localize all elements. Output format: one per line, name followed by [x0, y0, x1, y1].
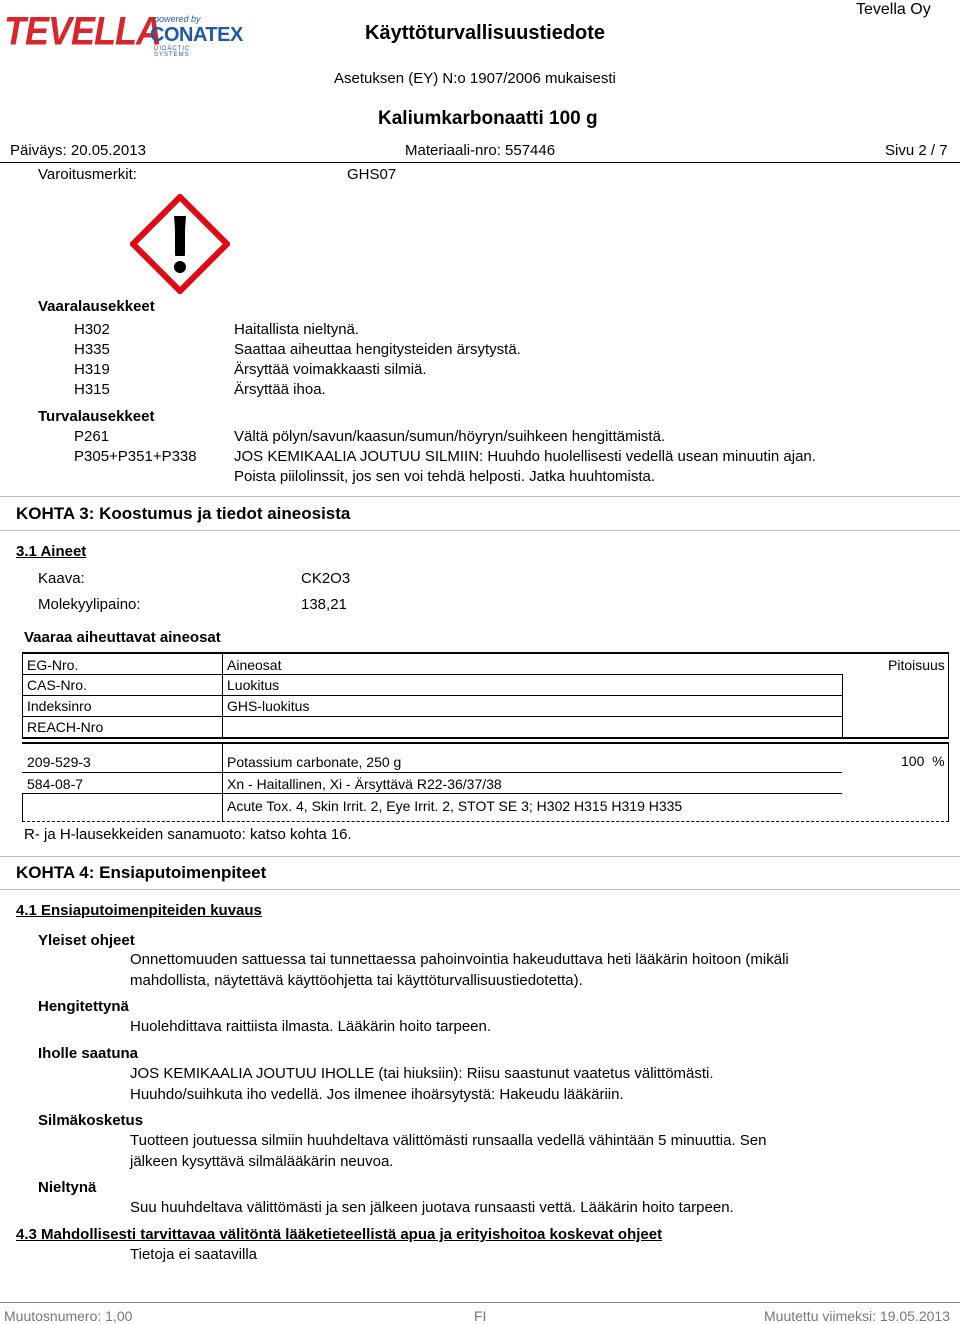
h-text: Haitallista nieltynä.	[234, 321, 360, 338]
section-divider	[0, 530, 960, 531]
logo-brand: CONATEX	[150, 24, 243, 46]
table-header-cell: Aineosat	[227, 657, 282, 673]
table-header-cell: CAS-Nro.	[27, 677, 87, 693]
p-code: P261	[74, 428, 110, 445]
h-code: H319	[74, 361, 110, 378]
first-aid-block-title: Silmäkosketus	[38, 1112, 144, 1129]
component-name: Potassium carbonate, 250 g	[227, 754, 402, 770]
table-rule	[222, 772, 842, 773]
company-name: Tevella Oy	[856, 1, 931, 18]
table-border	[948, 652, 949, 738]
first-aid-block-title: Iholle saatuna	[38, 1045, 139, 1062]
first-aid-text: Tuotteen joutuessa silmiin huuhdeltava välittömästi runsaalla vedellä vähintään 5 minuuttia. Sen	[130, 1132, 767, 1149]
first-aid-block-title: Hengitettynä	[38, 998, 129, 1015]
h-text: Ärsyttää ihoa.	[234, 381, 326, 398]
first-aid-text: Onnettomuuden sattuessa tai tunnettaessa pahoinvointia hakeuduttava heti lääkärin hoitoon (mikäli	[130, 951, 789, 968]
exclamation-mark-diamond-icon	[130, 194, 230, 294]
section-divider	[0, 856, 960, 857]
hazardous-components-title: Vaaraa aiheuttavat aineosat	[24, 629, 221, 646]
table-rule	[222, 674, 842, 675]
table-border	[842, 674, 843, 738]
h-code: H335	[74, 341, 110, 358]
table-rule	[22, 674, 222, 675]
table-rule	[22, 793, 222, 794]
first-aid-text: JOS KEMIKAALIA JOUTUU IHOLLE (tai hiuksiin): Riisu saastunut vaatetus välittömästi.	[130, 1065, 714, 1082]
h-code: H302	[74, 321, 110, 338]
table-rule	[22, 772, 222, 773]
precautionary-statements-title: Turvalausekkeet	[38, 408, 155, 425]
page-number: Sivu 2 / 7	[885, 142, 948, 159]
first-aid-subtitle: 4.1 Ensiaputoimenpiteiden kuvaus	[16, 902, 262, 919]
formula-value: CK2O3	[301, 570, 351, 587]
table-rule	[22, 695, 222, 696]
issue-date: Päiväys: 20.05.2013	[10, 142, 146, 159]
section-divider	[0, 496, 960, 497]
table-rule	[22, 737, 949, 739]
table-header-cell: Luokitus	[227, 677, 280, 693]
document-title: Käyttöturvallisuustiedote	[365, 22, 606, 44]
logo-wordmark: TEVELLA	[4, 8, 162, 54]
table-header-cell: REACH-Nro	[27, 719, 104, 735]
logo-powered-by: powered by	[154, 14, 201, 24]
table-rule	[22, 652, 949, 654]
product-name: Kaliumkarbonaatti 100 g	[378, 108, 598, 129]
first-aid-block-title: Yleiset ohjeet	[38, 932, 135, 949]
h-text: Saattaa aiheuttaa hengitysteiden ärsytystä.	[234, 341, 521, 358]
regulation-text: Asetuksen (EY) N:o 1907/2006 mukaisesti	[334, 70, 616, 87]
table-border	[222, 742, 223, 822]
molecular-weight-label: Molekyylipaino:	[38, 596, 141, 613]
first-aid-text: Huuhdo/suihkuta iho vedellä. Jos ilmenee ihoärsytystä: Hakeudu lääkäriin.	[130, 1086, 624, 1103]
substances-subtitle: 3.1 Aineet	[16, 543, 87, 560]
section-4-title: KOHTA 4: Ensiaputoimenpiteet	[16, 863, 267, 882]
medical-attention-subtitle: 4.3 Mahdollisesti tarvittavaa välitöntä lääketieteellistä apua ja erityishoitoa koskevat ohjeet	[16, 1226, 663, 1243]
statements-note: R- ja H-lausekkeiden sanamuoto: katso kohta 16.	[24, 826, 352, 843]
table-rule	[222, 793, 842, 794]
eg-number: 209-529-3	[27, 754, 91, 770]
component-concentration: 100 %	[901, 753, 945, 769]
table-header-cell: Pitoisuus	[888, 657, 945, 673]
first-aid-text: jälkeen kysyttävä silmälääkärin neuvoa.	[130, 1153, 394, 1170]
first-aid-text: Suu huuhdeltava välittömästi ja sen jälkeen juotava runsaasti vettä. Lääkärin hoito tarpeen.	[130, 1199, 734, 1216]
p-text: Vältä pölyn/savun/kaasun/sumun/höyryn/suihkeen hengittämistä.	[234, 428, 666, 445]
header-divider	[0, 162, 960, 163]
table-rule	[22, 820, 949, 822]
table-border	[948, 742, 949, 822]
molecular-weight-value: 138,21	[301, 596, 347, 613]
hazard-symbols-label: Varoitusmerkit:	[38, 166, 137, 183]
p-text: Poista piilolinssit, jos sen voi tehdä helposti. Jatka huuhtomista.	[234, 468, 656, 485]
last-modified: Muutettu viimeksi: 19.05.2013	[764, 1308, 950, 1324]
component-ghs-classification: Acute Tox. 4, Skin Irrit. 2, Eye Irrit. 2, STOT SE 3; H302 H315 H319 H335	[227, 798, 683, 814]
h-text: Ärsyttää voimakkaasti silmiä.	[234, 361, 427, 378]
table-rule	[222, 716, 842, 717]
h-code: H315	[74, 381, 110, 398]
table-rule	[22, 742, 949, 744]
logo-tagline: DIDACTIC SYSTEMS	[154, 46, 191, 58]
section-3-title: KOHTA 3: Koostumus ja tiedot aineosista	[16, 504, 351, 523]
footer-divider	[0, 1302, 960, 1303]
cas-number: 584-08-7	[27, 776, 84, 792]
hazard-code: GHS07	[347, 166, 397, 183]
company-logo	[4, 8, 243, 58]
revision-number: Muutosnumero: 1,00	[4, 1308, 133, 1324]
first-aid-text: mahdollista, näytettävä käyttöohjetta tai käyttöturvallisuustiedotetta).	[130, 972, 583, 989]
table-header-cell: Indeksinro	[27, 698, 92, 714]
table-header-cell: EG-Nro.	[27, 657, 79, 673]
medical-attention-text: Tietoja ei saatavilla	[130, 1246, 258, 1263]
component-classification: Xn - Haitallinen, Xi - Ärsyttävä R22-36/37/38	[227, 776, 502, 792]
formula-label: Kaava:	[38, 570, 85, 587]
hazard-statements-title: Vaaralausekkeet	[38, 298, 155, 315]
section-divider	[0, 889, 960, 890]
first-aid-block-title: Nieltynä	[38, 1179, 97, 1196]
p-code: P305+P351+P338	[74, 448, 197, 465]
first-aid-text: Huolehdittava raittiista ilmasta. Lääkärin hoito tarpeen.	[130, 1018, 492, 1035]
table-header-cell: GHS-luokitus	[227, 698, 310, 714]
table-rule	[22, 716, 222, 717]
language-code: FI	[474, 1308, 487, 1324]
table-border	[22, 793, 23, 821]
p-text: JOS KEMIKAALIA JOUTUU SILMIIN: Huuhdo huolellisesti vedellä usean minuutin ajan.	[234, 448, 816, 465]
table-rule	[222, 695, 842, 696]
material-number: Materiaali-nro: 557446	[405, 142, 556, 159]
